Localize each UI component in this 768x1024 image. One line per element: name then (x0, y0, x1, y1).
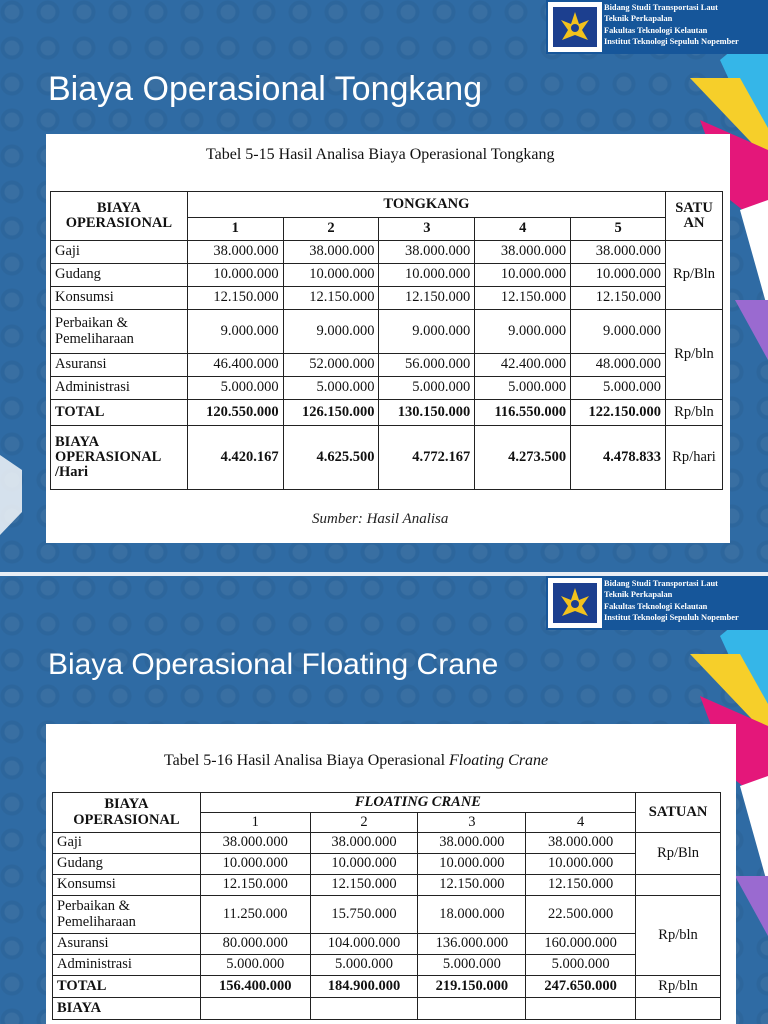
cell: 12.150.000 (418, 875, 526, 896)
cell: 12.150.000 (283, 287, 379, 310)
cell: 120.550.000 (187, 400, 283, 426)
table-row (51, 264, 723, 287)
cell: 12.150.000 (200, 875, 310, 896)
row-label: BIAYA OPERASIONAL /Hari (51, 426, 188, 490)
col-3: 3 (379, 218, 475, 241)
table-panel (46, 134, 730, 543)
cell: 10.000.000 (526, 854, 636, 875)
table-row-daily (51, 426, 723, 490)
cell: 12.150.000 (379, 287, 475, 310)
cell: 10.000.000 (200, 854, 310, 875)
its-logo (546, 576, 768, 630)
row-label: BIAYA (53, 998, 201, 1020)
cell (310, 998, 418, 1020)
unit-cell: Rp/hari (666, 426, 723, 490)
logo-line-4: Institut Teknologi Sepuluh Nopember (604, 37, 739, 47)
cell: 38.000.000 (571, 241, 666, 264)
header-satuan: SATU AN (666, 192, 723, 241)
cell: 4.478.833 (571, 426, 666, 490)
col-4: 4 (475, 218, 571, 241)
cell: 38.000.000 (310, 833, 418, 854)
cell: 38.000.000 (475, 241, 571, 264)
row-label: Konsumsi (53, 875, 201, 896)
cell: 5.000.000 (187, 377, 283, 400)
table-header-row (51, 192, 723, 218)
cell: 136.000.000 (418, 934, 526, 955)
cell (526, 998, 636, 1020)
unit-cell: Rp/bln (666, 400, 723, 426)
cell: 12.150.000 (526, 875, 636, 896)
cell: 10.000.000 (310, 854, 418, 875)
cell: 38.000.000 (200, 833, 310, 854)
cell: 18.000.000 (418, 896, 526, 934)
table-source: Sumber: Hasil Analisa (312, 511, 449, 527)
cell: 247.650.000 (526, 976, 636, 998)
table-row-total (53, 976, 721, 998)
table-caption: Tabel 5-16 Hasil Analisa Biaya Operasional Floating Crane (164, 752, 549, 769)
unit-cell: Rp/Bln (666, 241, 723, 310)
cell: 46.400.000 (187, 354, 283, 377)
cell: 12.150.000 (310, 875, 418, 896)
table-row (51, 354, 723, 377)
cell: 219.150.000 (418, 976, 526, 998)
cell: 4.420.167 (187, 426, 283, 490)
cell: 5.000.000 (379, 377, 475, 400)
cell: 9.000.000 (571, 310, 666, 354)
col-2: 2 (310, 813, 418, 833)
cell: 15.750.000 (310, 896, 418, 934)
row-label: Gaji (53, 833, 201, 854)
row-label: Gaji (51, 241, 188, 264)
row-label: TOTAL (53, 976, 201, 998)
cell: 42.400.000 (475, 354, 571, 377)
table-row (51, 241, 723, 264)
cell: 12.150.000 (187, 287, 283, 310)
col-1: 1 (200, 813, 310, 833)
logo-line-3: Fakultas Teknologi Kelautan (604, 25, 708, 35)
cell: 130.150.000 (379, 400, 475, 426)
table-row (53, 955, 721, 976)
header-biaya-operasional: BIAYA OPERASIONAL (53, 793, 201, 833)
row-label: TOTAL (51, 400, 188, 426)
cell: 22.500.000 (526, 896, 636, 934)
table-row (51, 377, 723, 400)
header-floating-crane: FLOATING CRANE (200, 793, 635, 813)
table-row (51, 310, 723, 354)
cell: 9.000.000 (379, 310, 475, 354)
cell: 38.000.000 (526, 833, 636, 854)
row-label: Gudang (51, 264, 188, 287)
cell: 4.273.500 (475, 426, 571, 490)
logo-line-4: Institut Teknologi Sepuluh Nopember (604, 613, 739, 623)
row-label: Perbaikan & Pemeliharaan (53, 896, 201, 934)
col-5: 5 (571, 218, 666, 241)
its-emblem-icon (548, 578, 602, 628)
header-tongkang: TONGKANG (187, 192, 665, 218)
logo-line-2: Teknik Perkapalan (604, 590, 673, 600)
table-row (51, 287, 723, 310)
table-row (53, 875, 721, 896)
table-row-total (51, 400, 723, 426)
cell: 10.000.000 (379, 264, 475, 287)
cell: 104.000.000 (310, 934, 418, 955)
cell: 56.000.000 (379, 354, 475, 377)
cell: 9.000.000 (283, 310, 379, 354)
unit-cell (636, 998, 721, 1020)
cell: 4.772.167 (379, 426, 475, 490)
cell: 11.250.000 (200, 896, 310, 934)
logo-line-1: Bidang Studi Transportasi Laut (604, 3, 718, 12)
col-4: 4 (526, 813, 636, 833)
cell: 156.400.000 (200, 976, 310, 998)
its-logo (546, 0, 768, 54)
cell: 5.000.000 (475, 377, 571, 400)
cell: 5.000.000 (526, 955, 636, 976)
cell: 38.000.000 (418, 833, 526, 854)
header-biaya-operasional: BIAYA OPERASIONAL (51, 192, 188, 241)
cell: 10.000.000 (571, 264, 666, 287)
cell: 160.000.000 (526, 934, 636, 955)
cell: 38.000.000 (187, 241, 283, 264)
table-panel (46, 724, 736, 1024)
cell: 10.000.000 (283, 264, 379, 287)
page-title: Biaya Operasional Tongkang (48, 70, 483, 108)
cell (418, 998, 526, 1020)
cell: 5.000.000 (418, 955, 526, 976)
row-label: Asuransi (53, 934, 201, 955)
cell: 9.000.000 (187, 310, 283, 354)
header-satuan: SATUAN (636, 793, 721, 833)
row-label: Administrasi (53, 955, 201, 976)
logo-line-1: Bidang Studi Transportasi Laut (604, 579, 718, 588)
table-row-daily (53, 998, 721, 1020)
cost-table (52, 792, 721, 1020)
logo-line-2: Teknik Perkapalan (604, 14, 673, 24)
cell: 5.000.000 (310, 955, 418, 976)
cell: 5.000.000 (571, 377, 666, 400)
cell: 10.000.000 (475, 264, 571, 287)
logo-line-3: Fakultas Teknologi Kelautan (604, 601, 708, 611)
unit-cell: Rp/bln (666, 310, 723, 400)
cell: 184.900.000 (310, 976, 418, 998)
row-label: Gudang (53, 854, 201, 875)
table-header-row (53, 793, 721, 813)
table-row (53, 854, 721, 875)
cell: 38.000.000 (379, 241, 475, 264)
cell: 52.000.000 (283, 354, 379, 377)
cell: 126.150.000 (283, 400, 379, 426)
cell: 9.000.000 (475, 310, 571, 354)
unit-cell-empty (636, 875, 721, 896)
page-title: Biaya Operasional Floating Crane (48, 648, 499, 681)
cell: 5.000.000 (283, 377, 379, 400)
cell: 38.000.000 (283, 241, 379, 264)
row-label: Asuransi (51, 354, 188, 377)
cell: 10.000.000 (418, 854, 526, 875)
its-emblem-icon (548, 2, 602, 52)
cell: 122.150.000 (571, 400, 666, 426)
col-1: 1 (187, 218, 283, 241)
cell: 80.000.000 (200, 934, 310, 955)
col-2: 2 (283, 218, 379, 241)
table-row (53, 896, 721, 934)
unit-cell: Rp/Bln (636, 833, 721, 875)
cell: 5.000.000 (200, 955, 310, 976)
cell: 116.550.000 (475, 400, 571, 426)
cell: 48.000.000 (571, 354, 666, 377)
unit-cell: Rp/bln (636, 976, 721, 998)
cell: 12.150.000 (571, 287, 666, 310)
cost-table (50, 191, 723, 490)
table-row (53, 833, 721, 854)
cell (200, 998, 310, 1020)
cell: 12.150.000 (475, 287, 571, 310)
row-label: Perbaikan & Pemeliharaan (51, 310, 188, 354)
row-label: Konsumsi (51, 287, 188, 310)
col-3: 3 (418, 813, 526, 833)
row-label: Administrasi (51, 377, 188, 400)
cell: 4.625.500 (283, 426, 379, 490)
cell: 10.000.000 (187, 264, 283, 287)
table-row (53, 934, 721, 955)
unit-cell: Rp/bln (636, 896, 721, 976)
slide-floating-crane (0, 576, 768, 1024)
table-caption: Tabel 5-15 Hasil Analisa Biaya Operasional Tongkang (206, 146, 555, 163)
